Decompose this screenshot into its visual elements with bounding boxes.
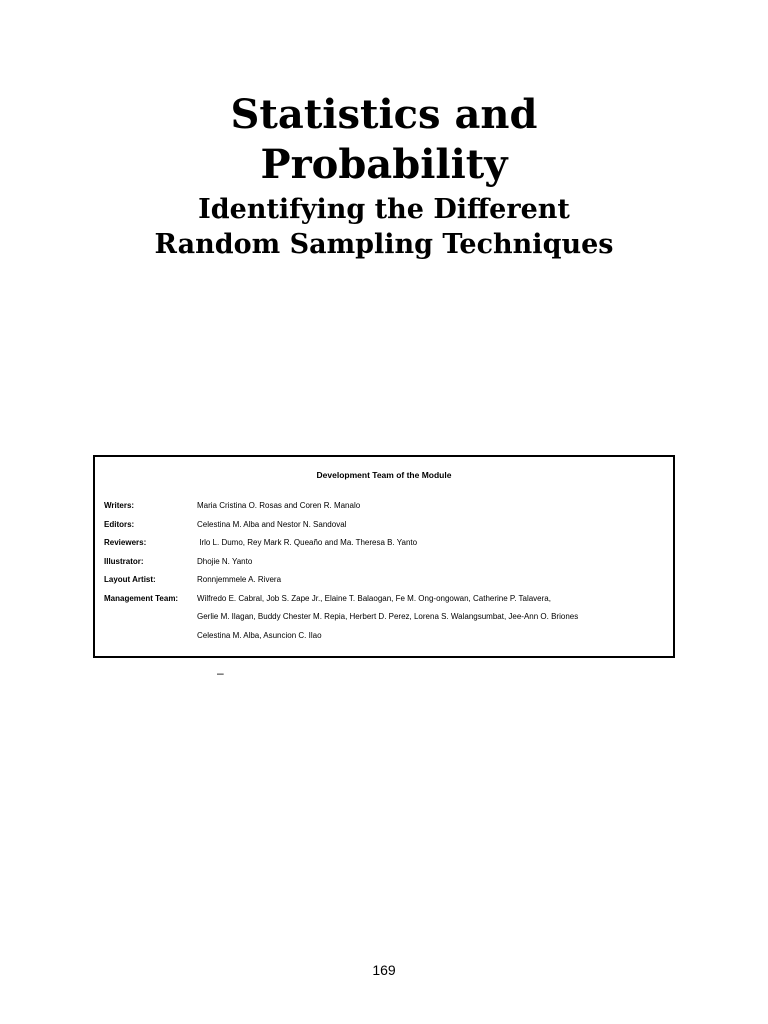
names-line: Dhojie N. Yanto [197, 556, 253, 566]
team-label: Editors: [104, 519, 135, 529]
names-line: Wilfredo E. Cabral, Job S. Zape Jr., Elaine T. Balaogan, Fe M. Ong-ongowan, Catherine P. Talavera, [197, 593, 551, 603]
team-row-reviewers [104, 534, 664, 553]
subtitle-line-2: Random Sampling Techniques [154, 229, 614, 260]
team-rows [104, 497, 664, 645]
names-line: Celestina M. Alba, Asuncion C. Ilao [197, 630, 322, 640]
team-names [197, 534, 664, 553]
names-line: Maria Cristina O. Rosas and Coren R. Manalo [197, 501, 361, 510]
stray-mark: – [217, 666, 224, 680]
main-title-line-2: Probability [260, 141, 508, 188]
team-row-illustrator [104, 553, 664, 572]
team-label: Illustrator: [104, 556, 144, 566]
names-line: Celestina M. Alba and Nestor N. Sandoval [197, 519, 347, 529]
team-names [197, 590, 664, 646]
team-label: Writers: [104, 501, 135, 510]
team-names [197, 553, 664, 572]
team-row-layout-artist [104, 571, 664, 590]
team-names [197, 516, 664, 535]
team-label: Reviewers: [104, 538, 147, 547]
main-title-line-1: Statistics and [230, 91, 538, 138]
team-label: Layout Artist: [104, 575, 156, 584]
names-line: Gerlie M. Ilagan, Buddy Chester M. Repia, Herbert D. Perez, Lorena S. Walangsumbat, Jee-Ann O. Briones [197, 612, 579, 621]
names-line: Ronnjemmele A. Rivera [197, 575, 282, 584]
names-line: Irlo L. Dumo, Rey Mark R. Queaño and Ma. Theresa B. Yanto [197, 538, 418, 547]
development-team-box [93, 455, 675, 658]
subtitle-line-1: Identifying the Different [198, 194, 570, 225]
page-number: 169 [372, 962, 396, 978]
team-label: Management Team: [104, 593, 179, 603]
team-row-writers [104, 497, 664, 516]
team-row-editors [104, 516, 664, 535]
team-names [197, 497, 664, 516]
team-names [197, 571, 664, 590]
team-row-management-team [104, 590, 664, 646]
title-block [0, 90, 768, 262]
team-heading: Development Team of the Module [316, 470, 452, 480]
